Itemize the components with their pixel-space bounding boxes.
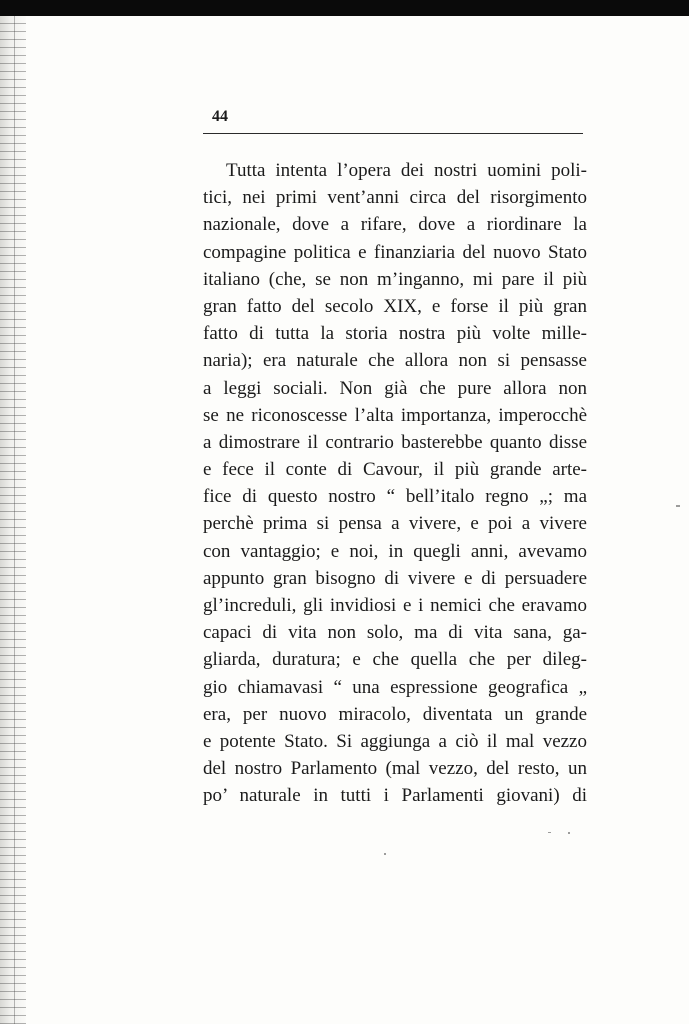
text-line: a dimostrare il contrario basterebbe quanto disse (203, 431, 587, 453)
text-line: perchè prima si pensa a vivere, e poi a vivere (203, 513, 587, 535)
text-line: appunto gran bisogno di vivere e di persuadere (203, 567, 587, 589)
text-line: gran fatto del secolo XIX, e forse il più gran (203, 295, 587, 317)
text-line: con vantaggio; e noi, in quegli anni, avevamo (203, 540, 587, 562)
text-line: Tutta intenta l’opera dei nostri uomini poli- (226, 160, 587, 181)
text-line: del nostro Parlamento (mal vezzo, del resto, un (203, 758, 587, 780)
text-line: tici, nei primi vent’anni circa del risorgimento (203, 187, 587, 209)
scan-speck (548, 832, 551, 833)
text-line: nazionale, dove a rifare, dove a riordinare la (203, 214, 587, 236)
body-text (203, 157, 587, 810)
text-line: e potente Stato. Si aggiunga a ciò il mal vezzo (203, 730, 587, 752)
text-line: italiano (che, se non m’inganno, mi pare il più (203, 268, 587, 290)
text-line: a leggi sociali. Non già che pure allora non (203, 377, 587, 399)
text-line: e fece il conte di Cavour, il più grande arte- (203, 459, 587, 481)
text-line: se ne riconoscesse l’alta importanza, imperocchè (203, 404, 587, 426)
text-line: gliarda, duratura; e che quella che per dileg- (203, 649, 587, 671)
text-line: gio chiamavasi “ una espressione geografica „ (203, 676, 587, 698)
scan-left-edge-line (14, 16, 15, 1024)
text-line: po’ naturale in tutti i Parlamenti giovani) di (203, 785, 587, 807)
text-line: era, per nuovo miracolo, diventata un grande (203, 703, 587, 725)
scan-top-border (0, 0, 689, 16)
header-rule (203, 133, 583, 134)
scan-speck (384, 853, 386, 855)
text-line: compagine politica e finanziaria del nuovo Stato (203, 241, 587, 263)
scan-left-edge (0, 16, 26, 1024)
page-number: 44 (212, 108, 228, 125)
text-line: gl’increduli, gli invidiosi e i nemici che eravamo (203, 595, 587, 616)
text-line: fice di questo nostro “ bell’italo regno „; ma (203, 486, 587, 508)
scan-speck (568, 832, 570, 834)
text-line: fatto di tutta la storia nostra più volte mille- (203, 323, 587, 345)
scan-speck (676, 505, 680, 507)
text-line: capaci di vita non solo, ma di vita sana, ga- (203, 622, 587, 644)
text-line: naria); era naturale che allora non si pensasse (203, 350, 587, 372)
